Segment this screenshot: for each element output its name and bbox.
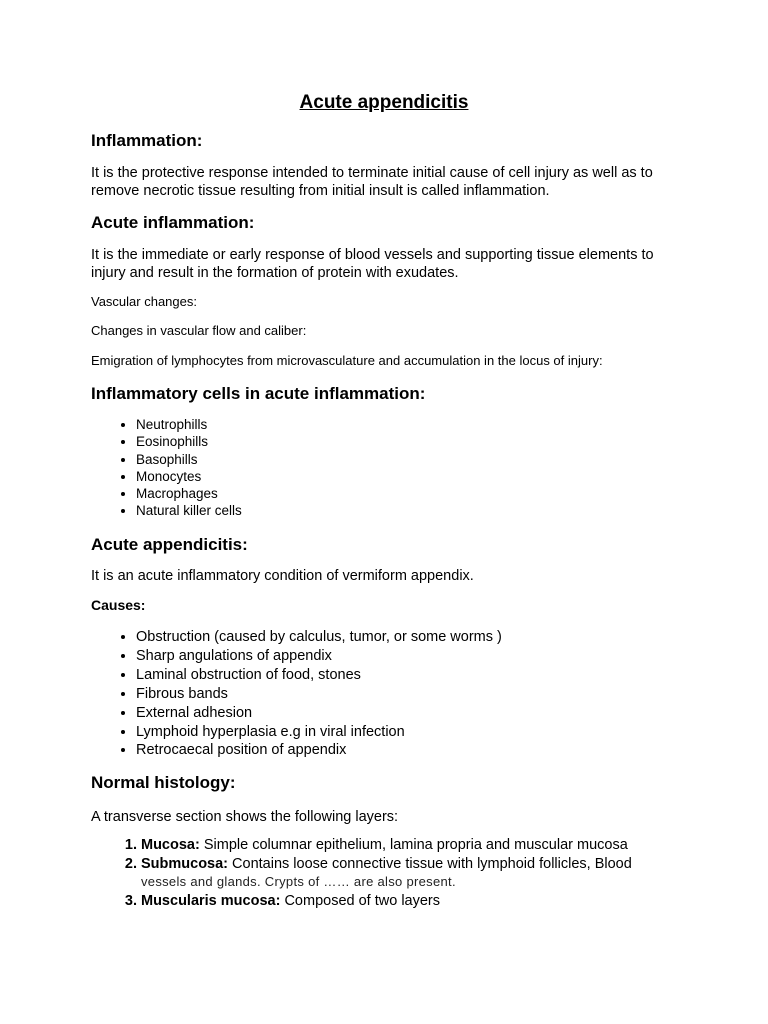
heading-acute-inflammation: Acute inflammation: bbox=[91, 213, 255, 232]
layer-term: Muscularis mucosa: bbox=[141, 892, 281, 909]
paragraph-acute-inflammation: It is the immediate or early response of blood vessels and supporting tissue elements to injury and result in the formation of protein with exudates. bbox=[91, 247, 654, 281]
document-title: Acute appendicitis bbox=[299, 92, 469, 113]
paragraph-inflammation: It is the protective response intended to terminate initial cause of cell injury as well as to remove necrotic tissue resulting from initial insult is called inflammation. bbox=[91, 165, 653, 199]
list-item: • External adhesion bbox=[136, 704, 502, 723]
line-emigration: Emigration of lymphocytes from microvasculature and accumulation in the locus of injury: bbox=[91, 353, 603, 368]
line-vascular-flow: Changes in vascular flow and caliber: bbox=[91, 323, 307, 338]
list-item: • Eosinophills bbox=[136, 433, 242, 450]
list-item: • Natural killer cells bbox=[136, 502, 242, 519]
list-item: • Lymphoid hyperplasia e.g in viral infection bbox=[136, 723, 502, 742]
list-item bbox=[141, 892, 728, 911]
cells-list bbox=[91, 416, 242, 520]
heading-inflammatory-cells: Inflammatory cells in acute inflammation: bbox=[91, 384, 426, 403]
paragraph-acute-appendicitis: It is an acute inflammatory condition of vermiform appendix. bbox=[91, 568, 474, 584]
causes-list bbox=[91, 628, 502, 760]
layer-term: Mucosa: bbox=[141, 837, 200, 853]
list-item bbox=[141, 836, 728, 855]
list-item: • Retrocaecal position of appendix bbox=[136, 741, 502, 760]
paragraph-histology: A transverse section shows the following layers: bbox=[91, 809, 399, 825]
list-item: • Obstruction (caused by calculus, tumor, or some worms ) bbox=[136, 628, 502, 647]
list-item: • Basophills bbox=[136, 451, 242, 468]
list-item: • Neutrophills bbox=[136, 416, 242, 433]
list-item: • Macrophages bbox=[136, 485, 242, 502]
layer-desc: Composed of two layers bbox=[280, 892, 440, 909]
list-item: • Monocytes bbox=[136, 468, 242, 485]
layers-list bbox=[91, 836, 728, 910]
heading-inflammation: Inflammation: bbox=[91, 131, 203, 150]
layer-desc-continued: vessels and glands. Crypts of …… are also present. bbox=[141, 874, 456, 889]
line-vascular-changes: Vascular changes: bbox=[91, 294, 197, 309]
layer-term: Submucosa: bbox=[141, 855, 229, 872]
list-item bbox=[141, 855, 728, 892]
list-item: • Fibrous bands bbox=[136, 685, 502, 704]
list-item: • Laminal obstruction of food, stones bbox=[136, 666, 502, 685]
causes-label: Causes: bbox=[91, 597, 146, 613]
heading-normal-histology: Normal histology: bbox=[91, 773, 236, 792]
heading-acute-appendicitis: Acute appendicitis: bbox=[91, 535, 248, 554]
layer-desc: Contains loose connective tissue with lymphoid follicles, Blood bbox=[228, 855, 632, 872]
layer-desc: Simple columnar epithelium, lamina propria and muscular mucosa bbox=[199, 837, 628, 853]
list-item: • Sharp angulations of appendix bbox=[136, 647, 502, 666]
